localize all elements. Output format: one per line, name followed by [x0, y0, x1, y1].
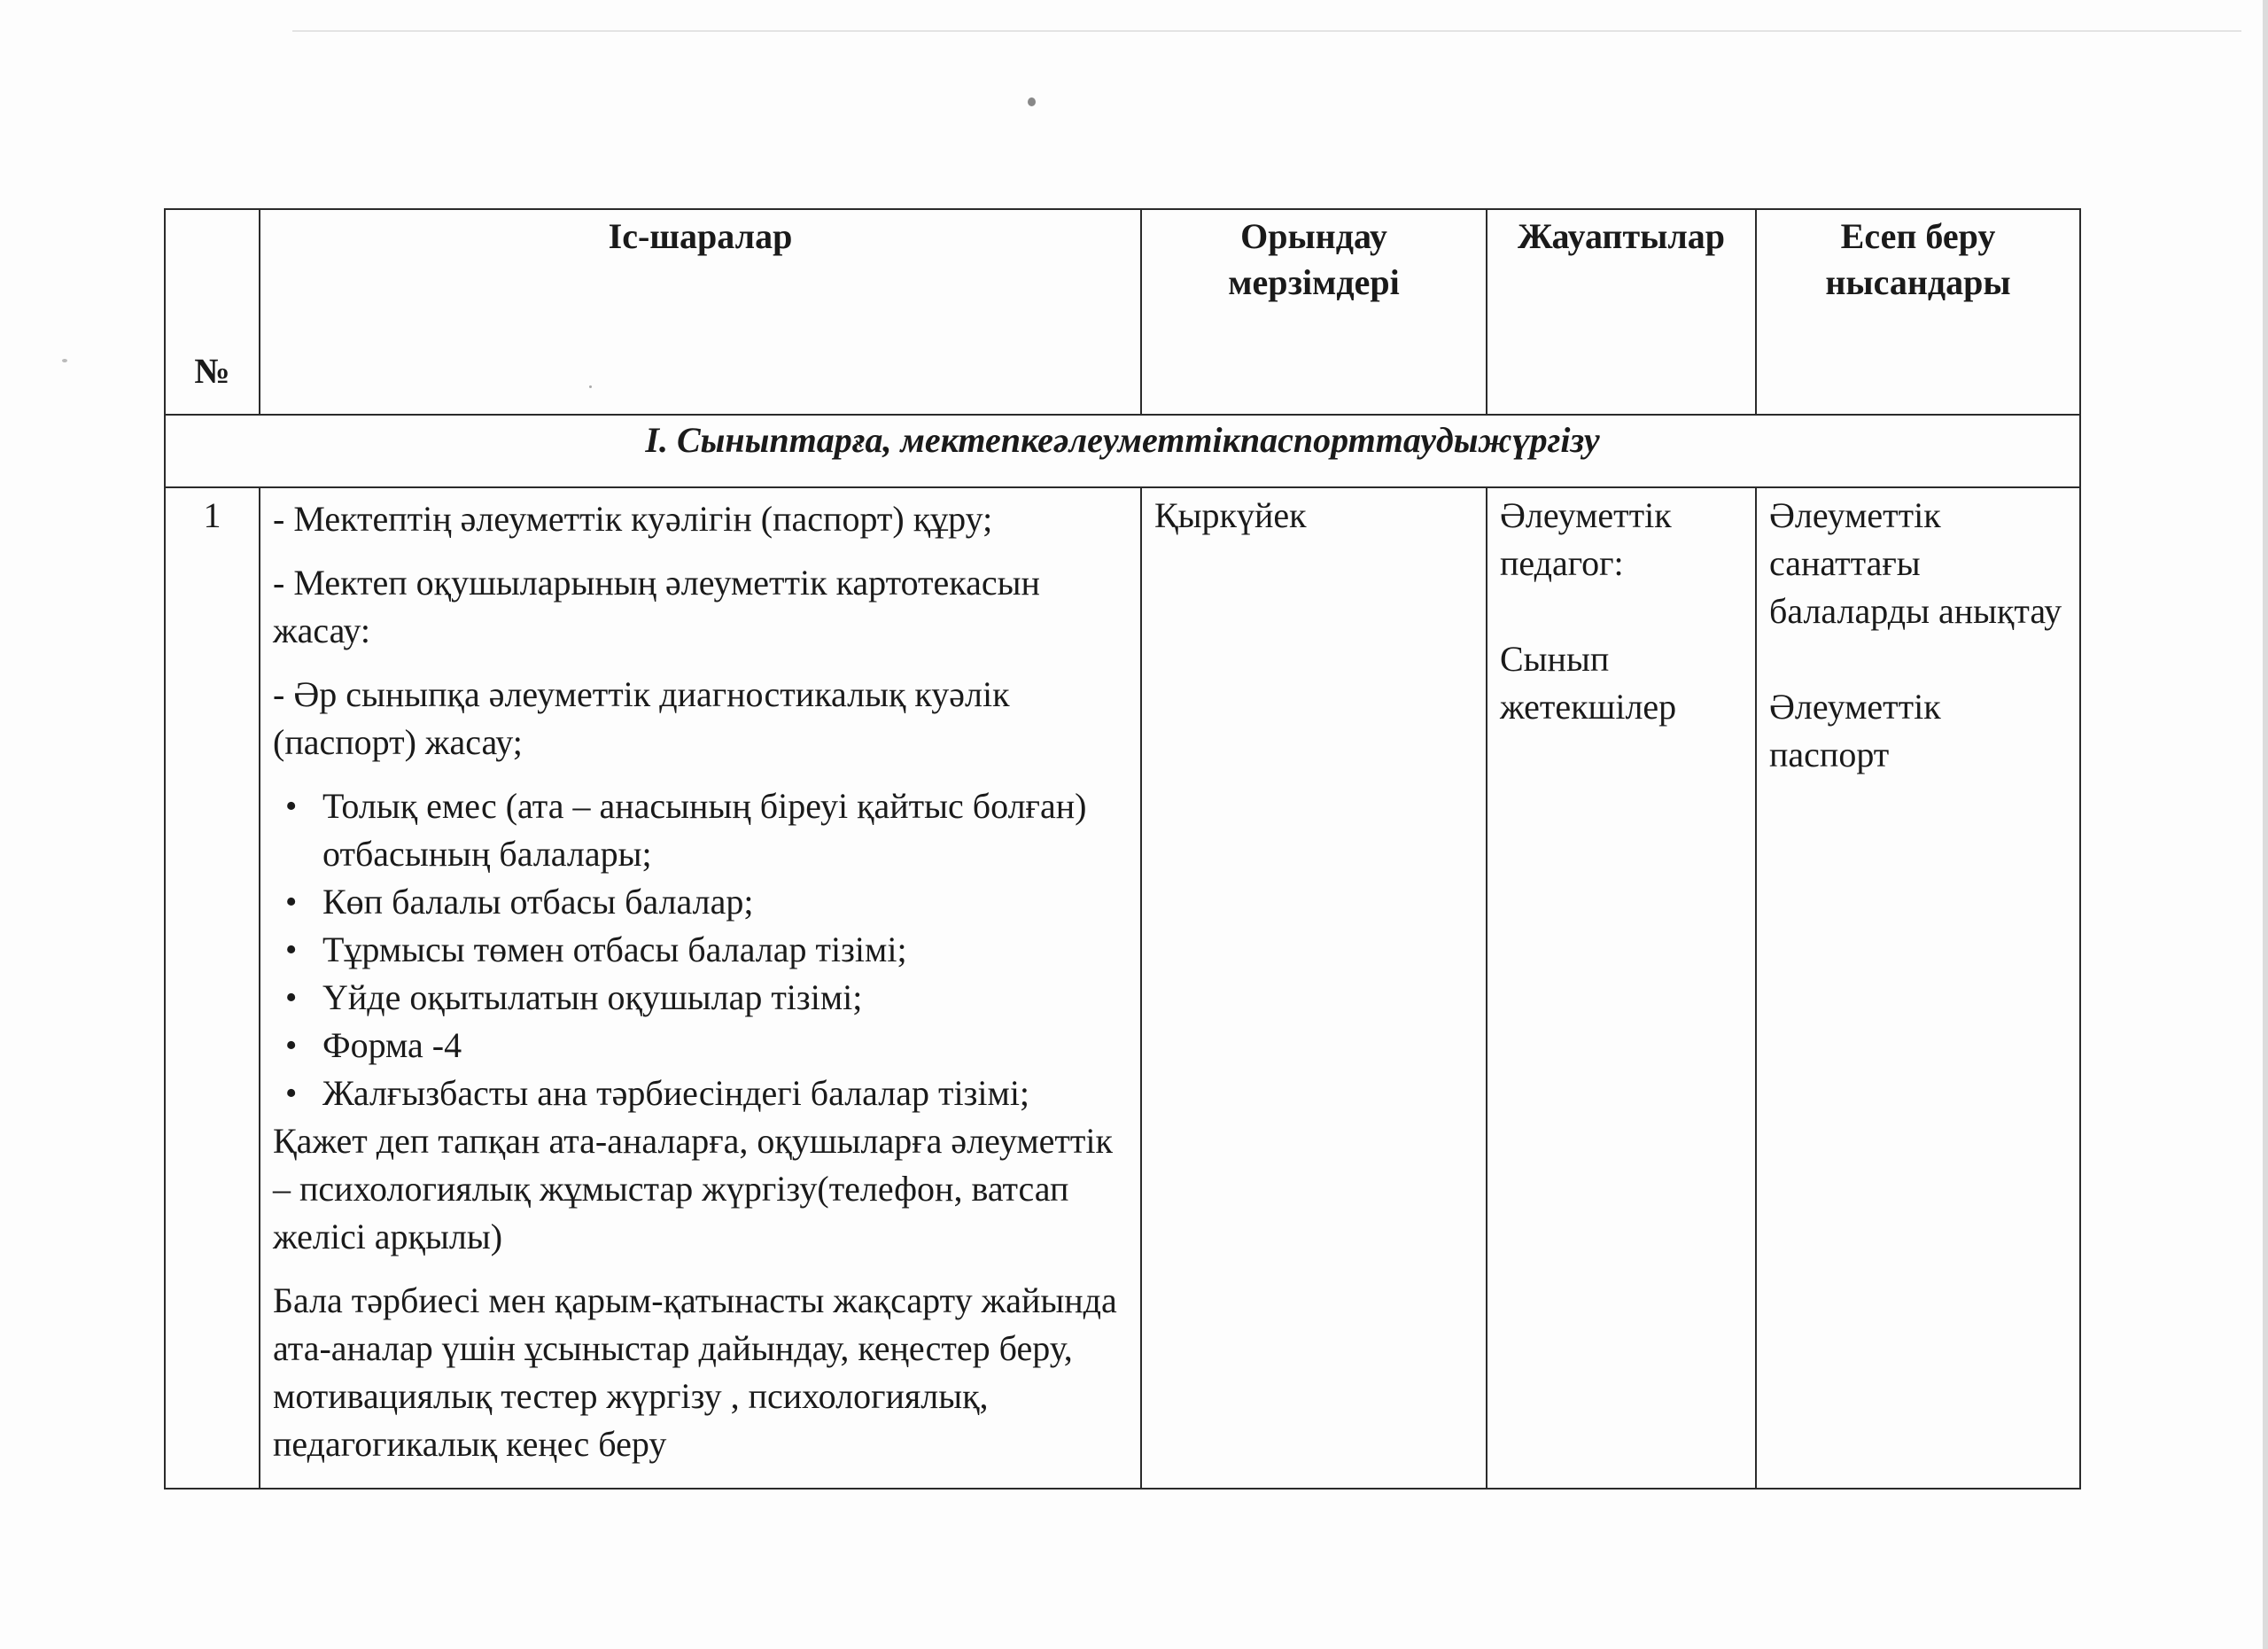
header-report-forms: Есеп беру нысандары	[1756, 209, 2080, 415]
table-row	[165, 487, 2080, 1489]
activities-cell	[260, 487, 1141, 1489]
list-item: • Көп балалы отбасы балалар;	[273, 878, 1128, 926]
report-social-passport: Әлеуметтік паспорт	[1769, 687, 1941, 774]
responsible-class-teachers: Сынып жетекшілер	[1500, 639, 1677, 727]
activity-item: - Мектеп оқушыларының әлеуметтік картотекасын жасау:	[273, 563, 1040, 650]
section-row	[165, 415, 2080, 487]
category-list	[273, 782, 1128, 1117]
deadline-cell	[1141, 487, 1487, 1489]
scan-speck	[62, 359, 67, 362]
page-edge-right	[2263, 0, 2268, 1649]
report-identify-children: Әлеуметтік санаттағы балаларды анықтау	[1769, 495, 2062, 631]
header-deadlines: Орындау мерзімдері	[1141, 209, 1487, 415]
activity-item: - Әр сыныпқа әлеуметтік диагностикалық куәлік (паспорт) жасау;	[273, 674, 1010, 762]
deadline-value: Қыркүйек	[1154, 495, 1307, 535]
scan-speck	[1028, 97, 1036, 106]
list-item: • Толық емес (ата – анасының біреуі қайтыс болған) отбасының балалары;	[273, 782, 1128, 878]
page-edge-top	[292, 30, 2241, 32]
header-number: №	[165, 209, 260, 415]
header-activities: Іс-шаралар	[260, 209, 1141, 415]
section-title: І. Сыныптарға, мектепкеәлеуметтікпаспорттаудыжүргізу	[165, 415, 2080, 487]
activity-plan-table	[164, 208, 2081, 1490]
report-forms-cell	[1756, 487, 2080, 1489]
work-paragraph: Қажет деп тапқан ата-аналарға, оқушыларға әлеуметтік – психологиялық жұмыстар жүргізу(телефон, ватсап желісі арқылы)	[273, 1121, 1113, 1256]
header-responsible: Жауаптылар	[1487, 209, 1756, 415]
row-number: 1	[165, 487, 260, 1489]
recommendations-paragraph: Бала тәрбиесі мен қарым-қатынасты жақсарту жайында ата-аналар үшін ұсыныстар дайындау, кеңестер беру, мотивациялық тестер жүргізу , психологиялық, педагогикалық кеңес беру	[273, 1280, 1117, 1464]
list-item: • Үйде оқытылатын оқушылар тізімі;	[273, 974, 1128, 1022]
activity-item: - Мектептің әлеуметтік куәлігін (паспорт) құру;	[273, 499, 993, 539]
table-header-row	[165, 209, 2080, 415]
list-item: • Жалғызбасты ана тәрбиесіндегі балалар тізімі;	[273, 1070, 1128, 1117]
list-item: • Тұрмысы төмен отбасы балалар тізімі;	[273, 926, 1128, 974]
list-item: • Форма -4	[273, 1022, 1128, 1070]
responsible-social-pedagogue: Әлеуметтік педагог:	[1500, 495, 1672, 583]
responsible-cell	[1487, 487, 1756, 1489]
